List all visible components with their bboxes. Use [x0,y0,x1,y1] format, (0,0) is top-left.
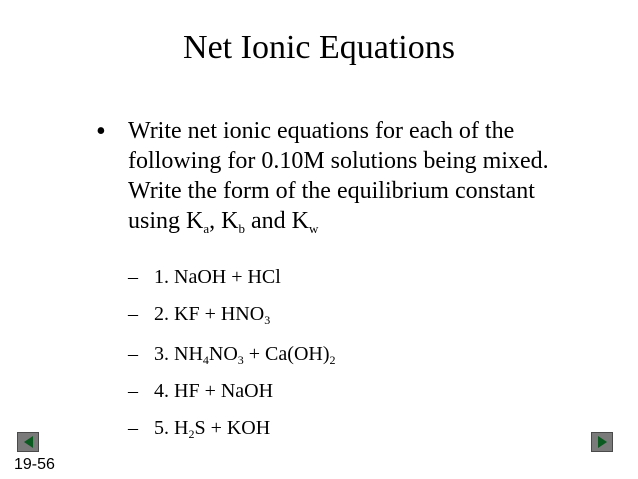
line4-sep2: and K [244,208,309,234]
item2-sub: 3 [264,313,271,327]
bullet-marker: • [96,116,106,147]
next-arrow-icon [598,436,607,448]
item4-text: 4. HF + NaOH [154,380,274,402]
item3-mid2: + Ca(OH) [243,343,330,365]
line4-sep1: , K [209,208,239,234]
dash-marker: – [128,343,138,365]
line4-prefix: using K [128,208,204,234]
dash-marker: – [128,417,138,439]
bullet-line-2: following for 0.10M solutions being mixed. [128,148,549,174]
item3-sub2: 3 [237,353,244,367]
item3-pre: 3. NH [154,343,203,365]
kb-subscript: b [238,221,245,236]
item5-sub: 2 [188,427,195,441]
slide-number: 19-56 [14,456,55,473]
item3-sub3: 2 [329,353,336,367]
sub-item-1 [128,265,281,289]
sub-item-2 [128,302,270,326]
item3-mid: NO [208,343,238,365]
slide-title: Net Ionic Equations [183,29,455,66]
kw-subscript: w [308,221,319,236]
item3-sub1: 4 [202,353,209,367]
dash-marker: – [128,380,138,402]
dash-marker: – [128,266,138,288]
sub-item-3 [128,342,335,366]
dash-marker: – [128,303,138,325]
bullet-line-1: Write net ionic equations for each of the [128,118,515,144]
previous-slide-button[interactable] [17,432,39,452]
item5-post: S + KOH [194,417,271,439]
item1-text: 1. NaOH + HCl [154,266,281,288]
item2-pre: 2. KF + HNO [154,303,265,325]
sub-item-5 [128,416,270,440]
previous-arrow-icon [24,436,33,448]
ka-subscript: a [203,221,210,236]
bullet-text [128,116,633,236]
bullet-line-4 [128,206,633,236]
bullet-line-3: Write the form of the equilibrium constant [128,178,535,204]
sub-item-4 [128,379,273,403]
item5-pre: 5. H [154,417,189,439]
next-slide-button[interactable] [591,432,613,452]
